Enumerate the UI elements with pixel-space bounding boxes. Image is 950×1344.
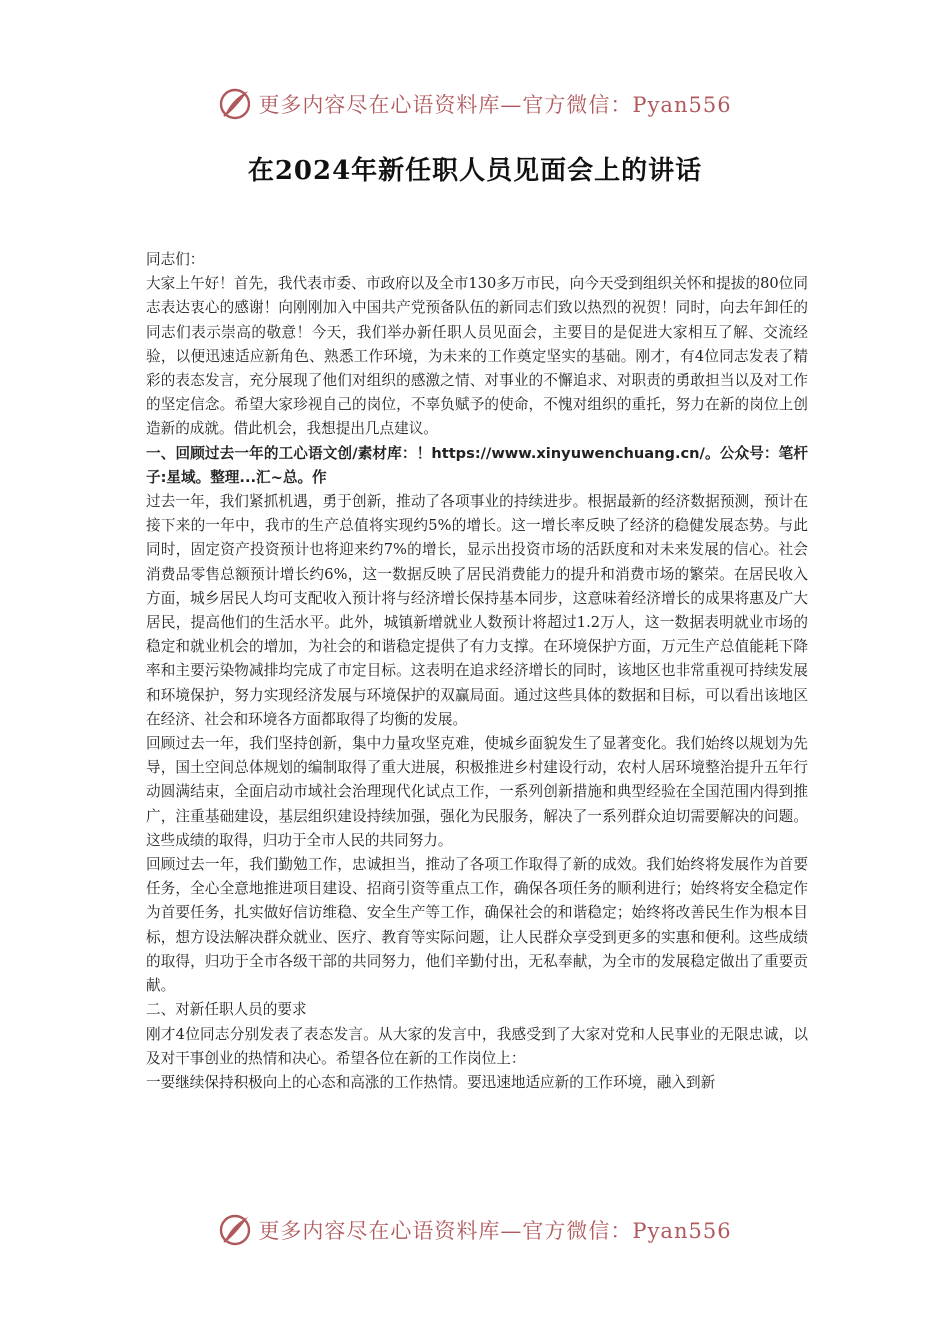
paragraph: 一要继续保持积极向上的心态和高涨的工作热情。要迅速地适应新的工作环境，融入到新 [146,1073,716,1091]
quill-circle-logo [218,1213,252,1247]
document-body [146,248,808,1095]
paragraph: 大家上午好！首先，我代表市委、市政府以及全市130多万市民，向今天受到组织关怀和提拔的80位同志表达衷心的感谢！向刚刚加入中国共产党预备队伍的新同志们致以热烈的祝贺！同时，向去年卸任的同志们表示崇高的敬意！今天，我们举办新任职人员见面会，主要目的是促进大家相互了解、交流经验，以便迅速适应新角色、熟悉工作环境，为未来的工作奠定坚实的基础。刚才，有4位同志发表了精彩的表态发言，充分展现了他们对组织的感激之情、对事业的不懈追求、对职责的勇敢担当以及对工作的坚定信念。希望大家珍视自己的岗位，不辜负赋予的使命，不愧对组织的重托，努力在新的岗位上创造新的成就。借此机会，我想提出几点建议。 [146,275,808,438]
banner-text: 更多内容尽在心语资料库—官方微信：Pyan556 [258,93,732,117]
document-title: 在2024年新任职人员见面会上的讲话 [247,156,703,186]
paragraph: 刚才4位同志分别发表了表态发言。从大家的发言中，我感受到了大家对党和人民事业的无限忠诚，以及对干事创业的热情和决心。希望各位在新的工作岗位上： [146,1025,808,1067]
paragraph: 过去一年，我们紧抓机遇，勇于创新，推动了各项事业的持续进步。根据最新的经济数据预测，预计在接下来的一年中，我市的生产总值将实现约5%的增长。这一增长率反映了经济的稳健发展态势。与此同时，固定资产投资预计也将迎来约7%的增长，显示出投资市场的活跃度和对未来发展的信心。社会消费品零售总额预计增长约6%，这一数据反映了居民消费能力的提升和消费市场的繁荣。在居民收入方面，城乡居民人均可支配收入预计将与经济增长保持基本同步，这意味着经济增长的成果将惠及广大居民，提高他们的生活水平。此外，城镇新增就业人数预计将超过1.2万人，这一数据表明就业市场的稳定和就业机会的增加，为社会的和谐稳定提供了有力支撑。在环境保护方面，万元生产总值能耗下降率和主要污染物减排均完成了市定目标。这表明在追求经济增长的同时，该地区也非常重视可持续发展和环境保护，努力实现经济发展与环境保护的双赢局面。通过这些具体的数据和目标，可以看出该地区在经济、社会和环境各方面都取得了均衡的发展。 [146,493,808,728]
section-heading-2: 二、对新任职人员的要求 [146,1001,307,1019]
paragraph: 回顾过去一年，我们坚持创新，集中力量攻坚克难，使城乡面貌发生了显著变化。我们始终以规划为先导，国土空间总体规划的编制取得了重大进展，积极推进乡村建设行动，农村人居环境整治提升五年行动圆满结束，全面启动市域社会治理现代化试点工作，一系列创新措施和典型经验在全国范围内得到推广，注重基础建设，基层组织建设持续加强，强化为民服务，解决了一系列群众迫切需要解决的问题。这些成绩的取得，归功于全市人民的共同努力。 [146,735,808,849]
paragraph: 回顾过去一年，我们勤勉工作，忠诚担当，推动了各项工作取得了新的成效。我们始终将发展作为首要任务，全心全意地推进项目建设、招商引资等重点工作，确保各项任务的顺利进行；始终将安全稳定作为首要任务，扎实做好信访维稳、安全生产等工作，确保社会的和谐稳定；始终将改善民生作为根本目标，想方设法解决群众就业、医疗、教育等实际问题，让人民群众享受到更多的实惠和便利。这些成绩的取得，归功于全市各级干部的共同努力，他们辛勤付出，无私奉献，为全市的发展稳定做出了重要贡献。 [146,856,808,995]
footer-watermark-banner [0,1210,950,1250]
salutation: 同志们： [146,251,205,268]
header-watermark-banner [0,84,950,124]
banner-text: 更多内容尽在心语资料库—官方微信：Pyan556 [258,1219,732,1243]
section-heading-1: 一、回顾过去一年的工心语文创/素材库：！https://www.xinyuwenchuang.cn/。公众号：笔杆子:星域。整理...汇~总。作 [146,444,808,486]
quill-circle-logo [218,87,252,121]
